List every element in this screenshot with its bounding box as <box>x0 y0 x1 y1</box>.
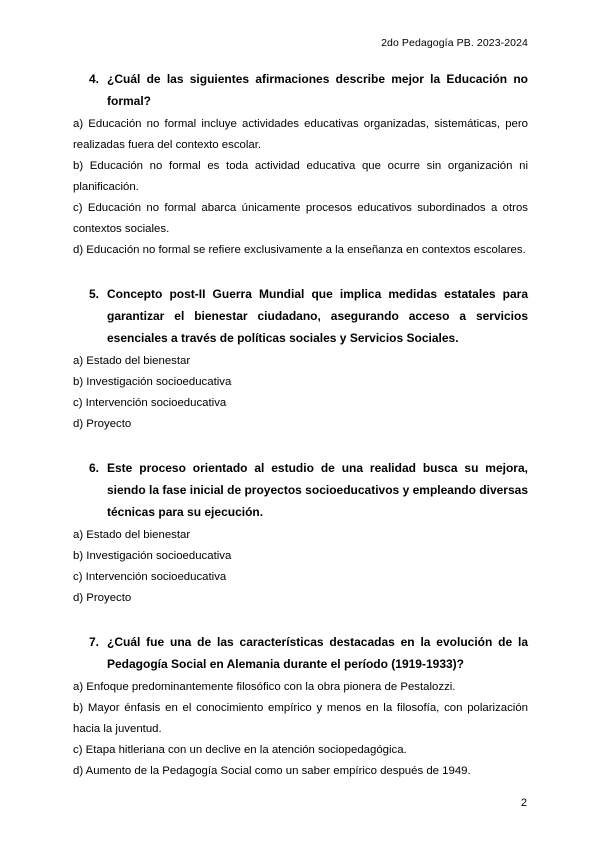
option-b: b) Investigación socioeducativa <box>73 550 232 562</box>
question-number: 6. <box>88 461 99 475</box>
option-c: c) Educación no formal abarca únicamente procesos educativos subordinados a otros contextos sociales. <box>73 202 528 235</box>
question-number: 7. <box>88 635 99 649</box>
question-number: 5. <box>88 287 99 301</box>
option-b: b) Educación no formal es toda actividad educativa que ocurre sin organización ni planificación. <box>73 160 528 193</box>
option-a: a) Educación no formal incluye actividades educativas organizadas, sistemáticas, pero realizadas fuera del contexto escolar. <box>73 118 528 151</box>
option-d: d) Educación no formal se refiere exclusivamente a la enseñanza en contextos escolares. <box>73 244 526 256</box>
question-list <box>73 68 528 804</box>
question-text: Concepto post-II Guerra Mundial que implica medidas estatales para garantizar el bienestar ciudadano, asegurando acceso a servicios esenciales a través de políticas sociales y Servicios Sociales. <box>107 287 528 345</box>
option-c: c) Intervención socioeducativa <box>73 571 227 583</box>
question-text: ¿Cuál de las siguientes afirmaciones describe mejor la Educación no formal? <box>107 72 528 108</box>
page-header: 2do Pedagogía PB. 2023-2024 <box>381 37 528 49</box>
option-a: a) Estado del bienestar <box>73 529 191 541</box>
question-6 <box>73 457 528 609</box>
option-c: c) Intervención socioeducativa <box>73 397 227 409</box>
question-text: ¿Cuál fue una de las características destacadas en la evolución de la Pedagogía Social en Alemania durante el período (1919-1933)? <box>107 635 528 671</box>
question-5 <box>73 283 528 435</box>
option-a: a) Enfoque predominantemente filosófico con la obra pionera de Pestalozzi. <box>73 681 456 693</box>
page-number: 2 <box>520 797 527 809</box>
option-a: a) Estado del bienestar <box>73 355 191 367</box>
option-b: b) Investigación socioeducativa <box>73 376 232 388</box>
question-text: Este proceso orientado al estudio de una realidad busca su mejora, siendo la fase inicial de proyectos socioeducativos y empleando diversas técnicas para su ejecución. <box>107 461 528 519</box>
option-b: b) Mayor énfasis en el conocimiento empírico y menos en la filosofía, con polarización hacia la juventud. <box>73 702 528 735</box>
question-4 <box>73 68 528 261</box>
option-d: d) Aumento de la Pedagogía Social como un saber empírico después de 1949. <box>73 765 471 777</box>
option-d: d) Proyecto <box>73 592 132 604</box>
question-number: 4. <box>88 72 99 86</box>
option-c: c) Etapa hitleriana con un declive en la atención sociopedagógica. <box>73 744 407 756</box>
question-7 <box>73 631 528 782</box>
option-d: d) Proyecto <box>73 418 132 430</box>
